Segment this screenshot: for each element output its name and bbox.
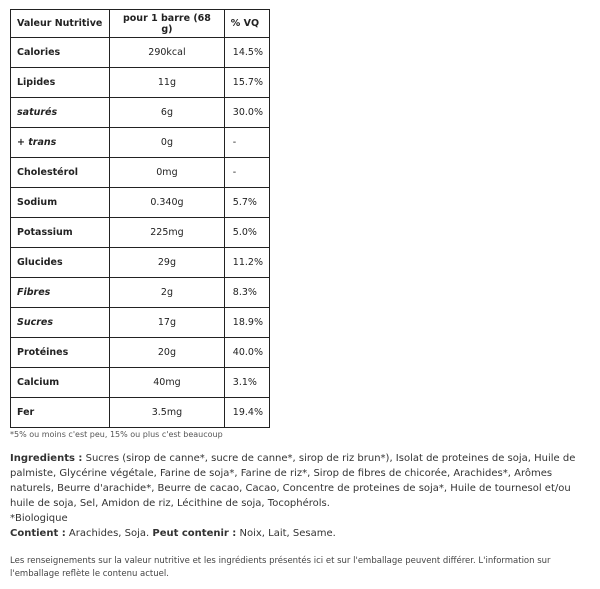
nutrient-daily-value: 19.4% <box>224 398 269 428</box>
nutrient-daily-value: 8.3% <box>224 278 269 308</box>
contains-text: Arachides, Soja. <box>65 528 153 539</box>
nutrition-row <box>11 218 270 248</box>
nutrient-amount: 40mg <box>110 368 225 398</box>
nutrient-daily-value: 15.7% <box>224 68 269 98</box>
may-contain-label: Peut contenir : <box>152 528 237 539</box>
nutrition-row <box>11 308 270 338</box>
ingredients-label: Ingredients : <box>10 453 83 464</box>
nutrition-row <box>11 98 270 128</box>
organic-note: *Biologique <box>10 513 68 524</box>
nutrient-amount: 11g <box>110 68 225 98</box>
nutrition-row <box>11 128 270 158</box>
nutrient-daily-value: 14.5% <box>224 38 269 68</box>
nutrient-daily-value: 5.0% <box>224 218 269 248</box>
nutrient-amount: 3.5mg <box>110 398 225 428</box>
nutrition-row <box>11 338 270 368</box>
nutrient-name: Protéines <box>11 338 110 368</box>
nutrient-amount: 0mg <box>110 158 225 188</box>
nutrition-row <box>11 38 270 68</box>
nutrient-amount: 20g <box>110 338 225 368</box>
nutrient-amount: 225mg <box>110 218 225 248</box>
nutrient-daily-value: - <box>224 158 269 188</box>
nutrient-name: Potassium <box>11 218 110 248</box>
nutrition-row <box>11 248 270 278</box>
allergens-line <box>10 526 595 541</box>
ingredients-text: Sucres (sirop de canne*, sucre de canne*, sirop de riz brun*), Isolat de proteines de soja, Huile de palmiste, Glycérine végétale, Farine de soja*, Farine de riz*, Sirop de fibres de chicorée, Arachides*, Arômes naturels, Beurre d'arachide*, Beurre de cacao, Cacao, Concentre de proteines de soja*, Huile de tournesol et/ou huile de soja, Sel, Amidon de riz, Lécithine de soja, Tocophérols. <box>10 453 576 509</box>
nutrient-name: Calories <box>11 38 110 68</box>
nutrition-header-row <box>11 10 270 38</box>
nutrient-daily-value: 5.7% <box>224 188 269 218</box>
nutrient-daily-value: 40.0% <box>224 338 269 368</box>
nutrient-name: + trans <box>11 128 110 158</box>
nutrition-table <box>10 9 270 428</box>
nutrient-name: Fer <box>11 398 110 428</box>
nutrient-amount: 17g <box>110 308 225 338</box>
may-contain-text: Noix, Lait, Sesame. <box>236 528 336 539</box>
nutrient-name: Calcium <box>11 368 110 398</box>
nutrient-daily-value: 3.1% <box>224 368 269 398</box>
header-amount: pour 1 barre (68 g) <box>110 10 225 38</box>
header-daily-value: % VQ <box>224 10 269 38</box>
nutrient-daily-value: 11.2% <box>224 248 269 278</box>
nutrient-name: Sucres <box>11 308 110 338</box>
nutrition-row <box>11 368 270 398</box>
daily-value-footnote: *5% ou moins c'est peu, 15% ou plus c'est beaucoup <box>10 430 223 439</box>
nutrient-amount: 29g <box>110 248 225 278</box>
nutrition-row <box>11 68 270 98</box>
nutrient-name: Glucides <box>11 248 110 278</box>
nutrient-amount: 290kcal <box>110 38 225 68</box>
nutrient-amount: 6g <box>110 98 225 128</box>
contains-label: Contient : <box>10 528 66 539</box>
nutrient-amount: 0.340g <box>110 188 225 218</box>
nutrient-amount: 2g <box>110 278 225 308</box>
nutrient-daily-value: 18.9% <box>224 308 269 338</box>
nutrient-name: Sodium <box>11 188 110 218</box>
nutrient-name: Fibres <box>11 278 110 308</box>
nutrition-row <box>11 188 270 218</box>
nutrition-row <box>11 278 270 308</box>
disclaimer-text: Les renseignements sur la valeur nutritive et les ingrédients présentés ici et sur l'emballage peuvent différer. L'information sur l'emballage reflète le contenu actuel. <box>10 556 551 579</box>
nutrition-row <box>11 398 270 428</box>
ingredients-block <box>10 451 595 541</box>
nutrient-daily-value: - <box>224 128 269 158</box>
nutrient-amount: 0g <box>110 128 225 158</box>
header-nutrient: Valeur Nutritive <box>11 10 110 38</box>
nutrient-name: saturés <box>11 98 110 128</box>
nutrient-name: Cholestérol <box>11 158 110 188</box>
nutrition-row <box>11 158 270 188</box>
nutrient-name: Lipides <box>11 68 110 98</box>
nutrition-body <box>11 38 270 428</box>
nutrient-daily-value: 30.0% <box>224 98 269 128</box>
